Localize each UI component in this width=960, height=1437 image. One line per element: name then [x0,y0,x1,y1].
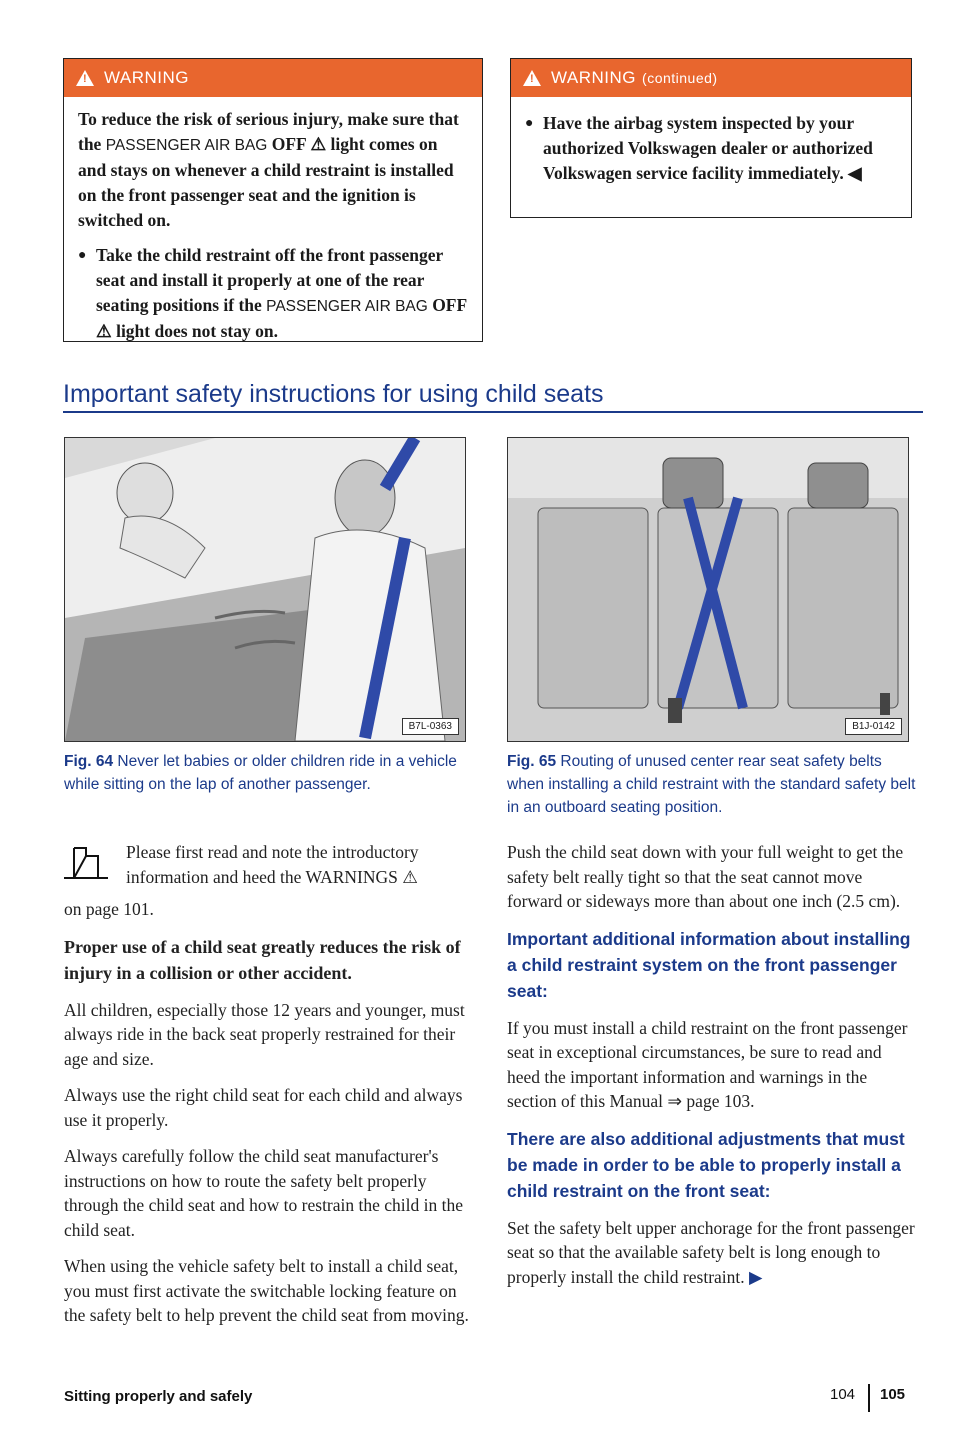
airbag-off-icon: ⚠ [96,321,112,341]
section-rule [63,411,923,413]
warning-bullet: ● Take the child restraint off the front passenger seat and install it properly at one of the rear seating positions if the PASSENGER AIR BAG OFF ⚠ light does not stay on. [78,243,468,344]
warning-header [511,59,911,97]
page-divider [868,1384,870,1412]
page-reference: on page 101. [64,899,154,919]
bullet-icon: ● [78,248,87,263]
figure-64-image [64,437,466,742]
warning-continued: (continued) [642,70,718,86]
paragraph: When using the vehicle safety belt to install a child seat, you must first activate the switchable locking feature on the safety belt to help prevent the child seat from moving. [64,1256,469,1325]
paragraph: Set the safety belt upper anchorage for the front passenger seat so that the available safety belt is long enough to properly install the child restraint. ▶ [507,1217,915,1287]
bullet-icon: ● [525,116,534,131]
paragraph: All children, especially those 12 years and younger, must always ride in the back seat properly restrained for their age and size. [64,999,465,1069]
child-on-lap-illustration [65,438,465,741]
subheading: There are also additional adjustments that must be made in order to be able to properly install a child restraint on the front seat: [507,1128,905,1201]
subheading: Important additional information about installing a child restraint system on the front passenger seat: [507,928,911,1001]
right-column [507,840,917,1301]
figure-code: B7L-0363 [402,718,459,735]
figure-65-image [507,437,909,742]
rear-seat-belt-illustration [508,438,908,741]
warning-box-right [510,58,912,218]
airbag-off-icon: ⚠ [310,134,327,154]
warning-box-left [63,58,483,342]
warning-title: WARNING [551,68,637,87]
left-column [64,840,474,1340]
figure-65-caption: Fig. 65 Routing of unused center rear seat safety belts when installing a child restraint with the standard safety belt in an outboard seating position. [507,753,916,816]
warning-title: WARNING [104,68,190,87]
warning-bullet: ● Have the airbag system inspected by your authorized Volkswagen dealer or authorized Volkswagen service facility immediately. ◀ [525,111,897,186]
key-statement: Proper use of a child seat greatly reduces the risk of injury in a collision or other accident. [64,936,461,983]
book-icon [64,846,108,880]
section-title: Important safety instructions for using child seats [63,380,604,408]
continue-arrow-icon: ▶ [749,1266,763,1287]
figure-number: Fig. 64 [64,753,114,770]
airbag-off-indicator: OFF [432,295,467,315]
airbag-off-indicator: OFF [271,134,307,154]
paragraph: If you must install a child restraint on the front passenger seat in exceptional circumstances, be sure to read and heed the important information and warnings in the section of this Manual ⇒ page 103. [507,1017,908,1111]
page-number-left: 104 [830,1386,856,1403]
paragraph: Always carefully follow the child seat manufacturer's instructions on how to route the safety belt properly through the child seat and how to restrain the child in the child seat. [64,1146,463,1240]
warning-paragraph: To reduce the risk of serious injury, make sure that the PASSENGER AIR BAG OFF ⚠ light comes on and stays on whenever a child restraint is installed on the front passenger seat and the ignition is switched on. [78,109,459,230]
footer-section-name: Sitting properly and safely [64,1388,253,1405]
figure-number: Fig. 65 [507,753,557,770]
figure-code: B1J-0142 [845,718,902,735]
figure-64-caption: Fig. 64 Never let babies or older children ride in a vehicle while sitting on the lap of another passenger. [64,753,457,793]
note-block: Please first read and note the introductory information and heed the WARNINGS ⚠ [64,840,474,889]
paragraph: Push the child seat down with your full weight to get the safety belt really tight so that the seat cannot move forward or sideways more than about one inch (2.5 cm). [507,842,904,911]
warning-small-icon: ⚠ [402,866,418,887]
end-marker-icon: ◀ [848,163,862,183]
page-number-right: 105 [880,1386,906,1403]
warning-triangle-icon [76,70,94,86]
warning-triangle-icon [523,70,541,86]
paragraph: Always use the right child seat for each child and always use it properly. [64,1085,463,1130]
warning-header [64,59,482,97]
